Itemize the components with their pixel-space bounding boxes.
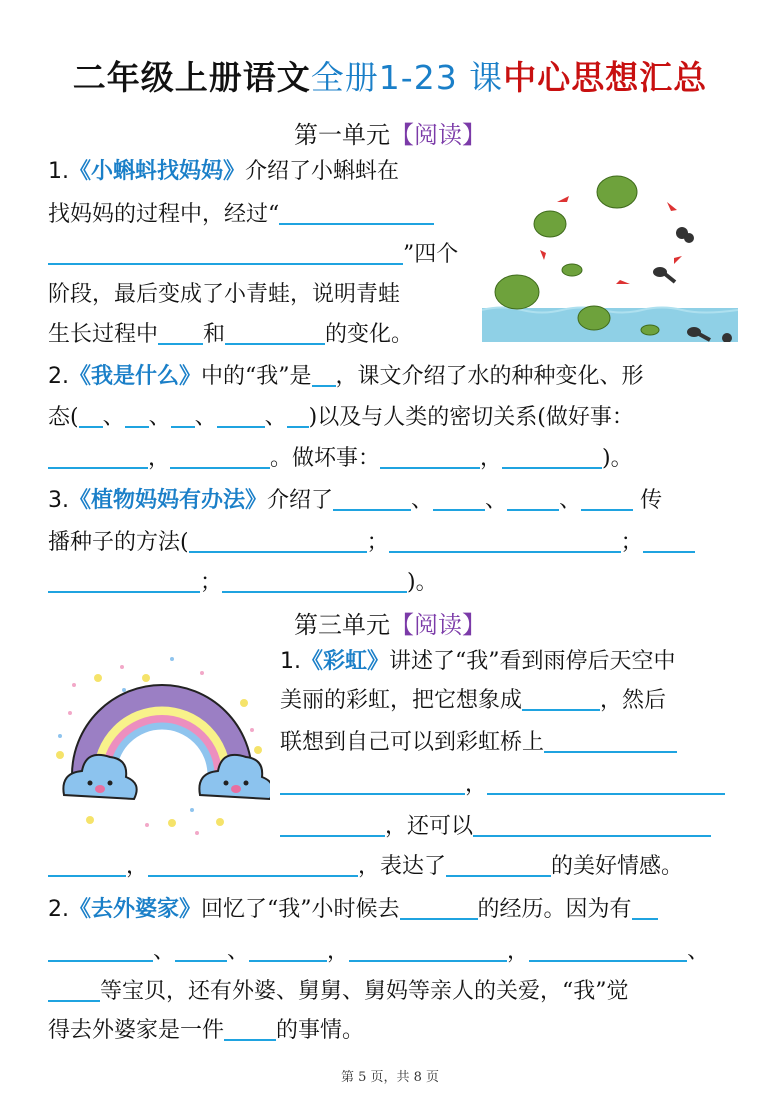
title-part-summary: 中心思想汇总 (503, 58, 708, 97)
text: ， (327, 939, 350, 964)
item-1-line-1 (48, 157, 399, 187)
text: 、 (264, 405, 287, 430)
lesson-title: 《我是什么》 (69, 364, 202, 389)
text: 生长过程中 (48, 322, 159, 347)
answer-blank[interactable] (312, 363, 336, 387)
answer-blank[interactable] (287, 404, 309, 428)
answer-blank[interactable] (333, 487, 411, 511)
text: 、 (153, 939, 176, 964)
answer-blank[interactable] (170, 445, 270, 469)
u3-item-1-line-2 (280, 686, 666, 716)
item-number: 1. (48, 159, 69, 184)
text: 的美好情感。 (551, 854, 684, 879)
u3-item-2-line-4 (48, 1016, 364, 1046)
answer-blank[interactable] (643, 529, 695, 553)
text: ； (366, 530, 389, 555)
u3-item-2-line-3 (48, 977, 629, 1007)
text: )以及与人类的密切关系(做好事： (308, 405, 634, 430)
text: ， (465, 772, 488, 797)
lesson-title: 《彩虹》 (301, 649, 390, 674)
text: 播种子的方法( (48, 530, 189, 555)
answer-blank[interactable] (148, 853, 358, 877)
answer-blank[interactable] (48, 241, 403, 265)
answer-blank[interactable] (225, 321, 325, 345)
text: 美丽的彩虹，把它想象成 (280, 688, 523, 713)
answer-blank[interactable] (349, 938, 507, 962)
answer-blank[interactable] (125, 404, 149, 428)
answer-blank[interactable] (224, 1017, 276, 1041)
answer-blank[interactable] (158, 321, 203, 345)
text: 中的“我”是 (201, 364, 312, 389)
item-1-line-4 (48, 280, 400, 310)
text: 、 (485, 488, 508, 513)
u3-item-1-line-6 (48, 852, 683, 882)
answer-blank[interactable] (529, 938, 687, 962)
text: 传 (640, 488, 663, 513)
text: ，表达了 (358, 854, 447, 879)
text: ”四个 (403, 242, 459, 267)
item-3-line-2 (48, 528, 695, 558)
item-2-line-2 (48, 403, 634, 433)
answer-blank[interactable] (632, 896, 658, 920)
text: )。 (407, 570, 438, 595)
text: ，课文介绍了水的种种变化、形 (335, 364, 644, 389)
text: ； (200, 570, 223, 595)
rainbow-image (52, 645, 270, 840)
item-number: 2. (48, 897, 69, 922)
unit-heading-text: 第三单元 (294, 611, 390, 639)
text: 回忆了“我”小时候去 (201, 897, 400, 922)
u3-item-2-line-1 (48, 895, 658, 925)
answer-blank[interactable] (581, 487, 633, 511)
unit-heading-text: 第一单元 (294, 121, 390, 149)
text: ； (620, 530, 643, 555)
text: 介绍了小蝌蚪在 (245, 159, 400, 184)
text: ，还可以 (385, 814, 474, 839)
answer-blank[interactable] (507, 487, 559, 511)
answer-blank[interactable] (389, 529, 621, 553)
text: ， (507, 939, 530, 964)
unit-tag: 【阅读】 (390, 611, 486, 639)
text: 和 (203, 322, 226, 347)
answer-blank[interactable] (171, 404, 195, 428)
item-1-line-5 (48, 320, 413, 350)
answer-blank[interactable] (48, 853, 126, 877)
answer-blank[interactable] (433, 487, 485, 511)
item-number: 2. (48, 364, 69, 389)
answer-blank[interactable] (249, 938, 327, 962)
answer-blank[interactable] (544, 729, 677, 753)
unit-heading-1 (0, 115, 780, 150)
lesson-title: 《去外婆家》 (69, 897, 202, 922)
answer-blank[interactable] (189, 529, 367, 553)
unit-tag: 【阅读】 (390, 121, 486, 149)
item-1-line-2 (48, 200, 434, 230)
title-part-range: 全册1-23 课 (310, 58, 504, 97)
u3-item-2-line-2 (48, 937, 709, 967)
text: 讲述了“我”看到雨停后天空中 (389, 649, 676, 674)
text: 的变化。 (325, 322, 414, 347)
answer-blank[interactable] (48, 569, 200, 593)
u3-item-1-line-4 (280, 770, 725, 800)
answer-blank[interactable] (217, 404, 265, 428)
unit-heading-3 (0, 605, 780, 640)
answer-blank[interactable] (280, 813, 385, 837)
u3-item-1-line-1 (280, 647, 676, 677)
text: 的经历。因为有 (477, 897, 632, 922)
text: 的事情。 (276, 1018, 365, 1043)
answer-blank[interactable] (522, 687, 600, 711)
frog-life-cycle-image (482, 160, 738, 342)
answer-blank[interactable] (446, 853, 551, 877)
text: 、 (559, 488, 582, 513)
answer-blank[interactable] (48, 445, 148, 469)
lesson-title: 《植物妈妈有办法》 (69, 488, 268, 513)
page-footer: 第 5 页，共 8 页 (340, 1070, 440, 1085)
text: 、 (194, 405, 217, 430)
answer-blank[interactable] (279, 201, 434, 225)
answer-blank[interactable] (487, 771, 725, 795)
text: ， (480, 446, 503, 471)
item-1-line-3 (48, 240, 458, 270)
item-2-line-1 (48, 362, 644, 392)
answer-blank[interactable] (48, 938, 153, 962)
text: 、 (148, 405, 171, 430)
text: 、 (102, 405, 125, 430)
text: 态( (48, 405, 79, 430)
answer-blank[interactable] (79, 404, 103, 428)
lesson-title: 《小蝌蚪找妈妈》 (69, 159, 246, 184)
text: 得去外婆家是一件 (48, 1018, 225, 1043)
text: 找妈妈的过程中，经过“ (48, 202, 280, 227)
item-number: 1. (280, 649, 301, 674)
answer-blank[interactable] (502, 445, 602, 469)
text: 、 (687, 939, 710, 964)
answer-blank[interactable] (380, 445, 480, 469)
text: 阶段，最后变成了小青蛙，说明青蛙 (48, 282, 401, 307)
answer-blank[interactable] (280, 771, 465, 795)
text: 。做坏事： (270, 446, 381, 471)
text: 、 (411, 488, 434, 513)
answer-blank[interactable] (175, 938, 227, 962)
item-number: 3. (48, 488, 69, 513)
item-2-line-3 (48, 444, 633, 474)
answer-blank[interactable] (400, 896, 478, 920)
text: ，然后 (600, 688, 667, 713)
text: ， (148, 446, 171, 471)
answer-blank[interactable] (473, 813, 711, 837)
answer-blank[interactable] (222, 569, 407, 593)
u3-item-1-line-5 (280, 812, 711, 842)
u3-item-1-line-3 (280, 728, 677, 758)
item-3-line-1 (48, 486, 662, 516)
text: 、 (227, 939, 250, 964)
text: )。 (602, 446, 633, 471)
page-title (0, 52, 780, 99)
answer-blank[interactable] (48, 978, 100, 1002)
title-part-grade: 二年级上册语文 (72, 58, 311, 97)
text: 等宝贝，还有外婆、舅舅、舅妈等亲人的关爱，“我”觉 (100, 979, 629, 1004)
item-3-line-3 (48, 568, 438, 598)
text: 联想到自己可以到彩虹桥上 (280, 730, 545, 755)
text: ， (126, 854, 149, 879)
text: 介绍了 (267, 488, 334, 513)
